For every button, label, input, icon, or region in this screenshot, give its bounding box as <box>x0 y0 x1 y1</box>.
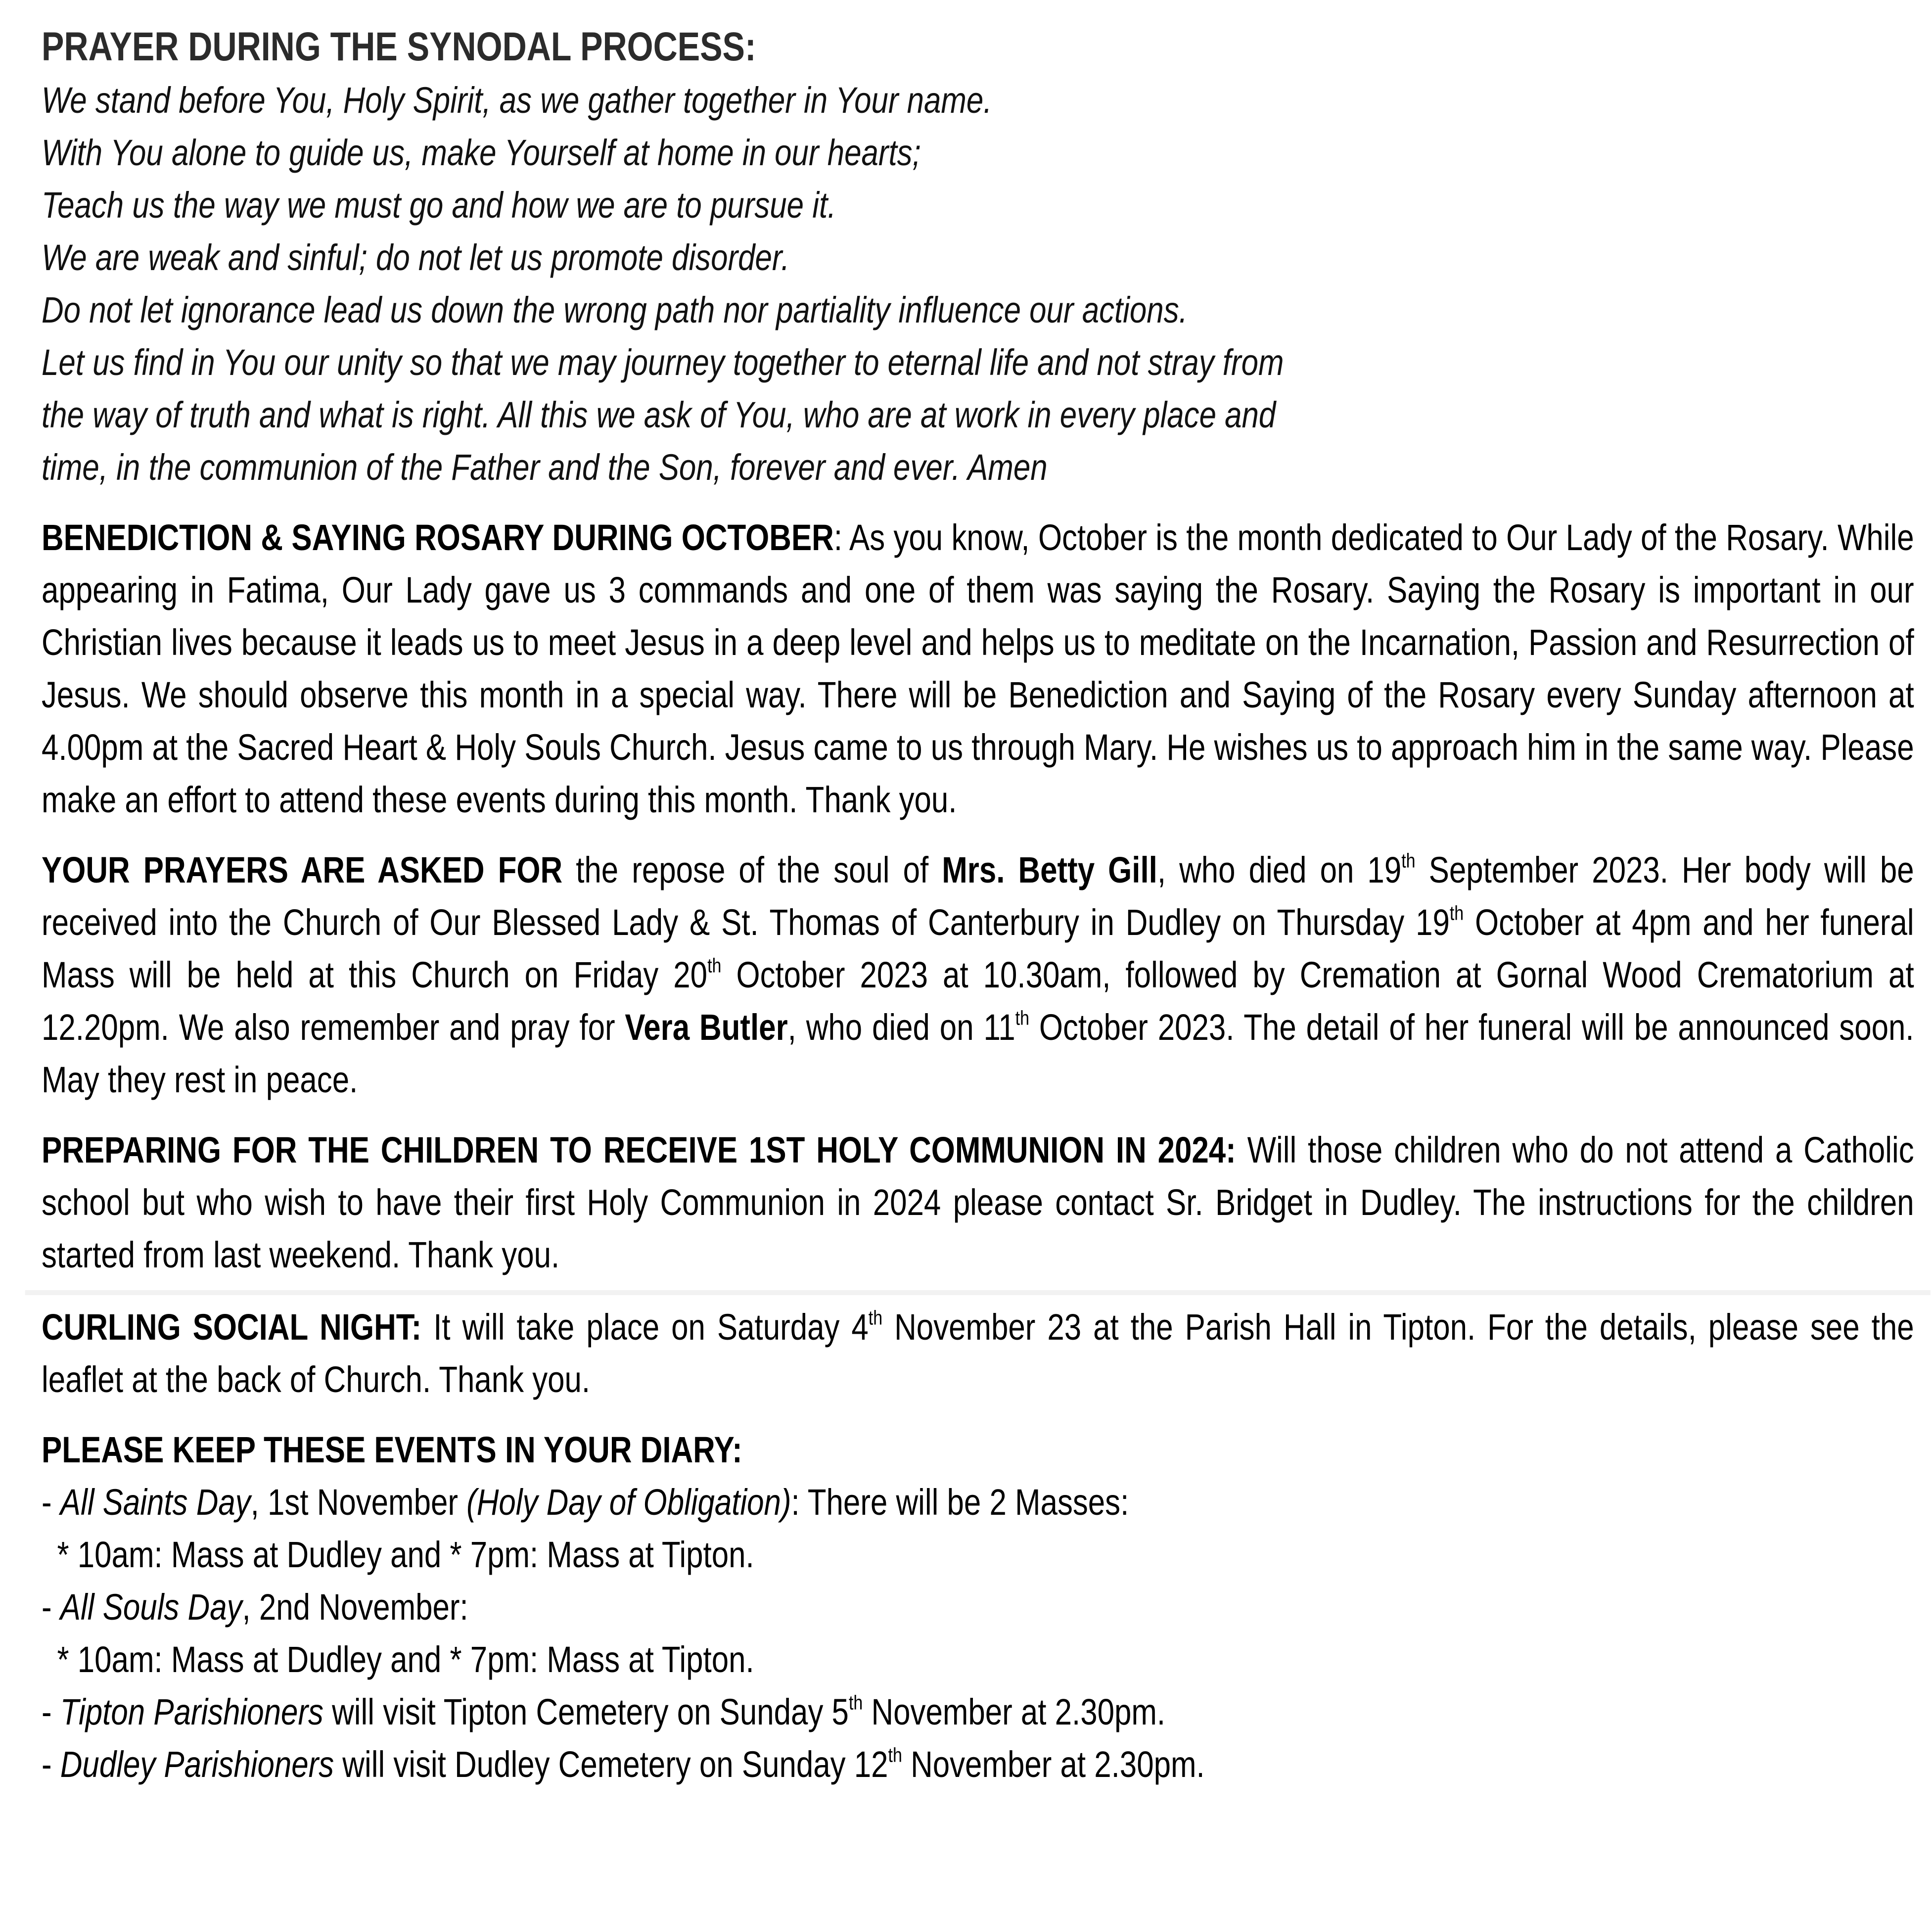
ordinal-suffix: th <box>707 954 722 977</box>
ordinal-suffix: th <box>1015 1006 1030 1029</box>
diary-item-all-saints <box>42 1476 1914 1529</box>
prayer-line: Let us find in You our unity so that we may journey together to eternal life and not stray from <box>42 342 1284 383</box>
curling-heading: CURLING SOCIAL NIGHT: <box>42 1306 422 1348</box>
ordinal-suffix: th <box>1449 901 1464 925</box>
communion-heading: PREPARING FOR THE CHILDREN TO RECEIVE 1ST HOLY COMMUNION IN 2024: <box>42 1129 1236 1170</box>
communion-body: Will those children who do not attend a Catholic school but who wish to have their first Holy Communion in 2024 please contact Sr. Bridget in Dudley. The instructions for the children started from last weekend. Thank you. <box>42 1129 1914 1275</box>
event-text: will visit Tipton Cemetery on Sunday 5 <box>323 1691 849 1732</box>
list-dash: - <box>42 1586 60 1628</box>
event-name: All Saints Day <box>60 1482 251 1523</box>
diary-item-times: * 10am: Mass at Dudley and * 7pm: Mass at Tipton. <box>57 1639 754 1680</box>
curling-text: November 23 at the Parish Hall in Tipton. For the details, please see the leaflet at the back of Church. Thank you. <box>42 1306 1914 1400</box>
prayers-text: October 2023 at 10.30am, followed by Cremation at Gornal Wood Crematorium at 12.20pm. We also remember and pray for <box>42 954 1914 1048</box>
event-text: will visit Dudley Cemetery on Sunday 12 <box>334 1744 888 1785</box>
prayers-text: October 2023. The detail of her funeral will be announced soon. May they rest in peace. <box>42 1007 1914 1100</box>
prayer-line: Teach us the way we must go and how we are to pursue it. <box>42 185 836 226</box>
event-text: November at 2.30pm. <box>902 1744 1205 1785</box>
diary-heading <box>42 1424 1914 1476</box>
deceased-name: Vera Butler <box>625 1007 788 1048</box>
event-name: Tipton Parishioners <box>60 1691 323 1732</box>
prayer-line: We are weak and sinful; do not let us promote disorder. <box>42 237 790 278</box>
prayers-text: September 2023. Her body will be received into the Church of Our Blessed Lady & St. Thomas of Canterbury in Dudley on Thursday 19 <box>42 849 1914 943</box>
event-text: : There will be 2 Masses: <box>791 1482 1129 1523</box>
diary-heading-text: PLEASE KEEP THESE EVENTS IN YOUR DIARY: <box>42 1429 742 1470</box>
section-divider <box>25 1290 1931 1295</box>
list-dash: - <box>42 1482 60 1523</box>
ordinal-suffix: th <box>1401 849 1416 872</box>
prayers-text: October at 4pm and her funeral Mass will be held at this Church on Friday 20 <box>42 902 1914 995</box>
event-name: Dudley Parishioners <box>60 1744 334 1785</box>
benediction-heading: BENEDICTION & SAYING ROSARY DURING OCTOBER <box>42 517 834 558</box>
event-date: , 1st November <box>250 1482 467 1523</box>
prayers-heading: YOUR PRAYERS ARE ASKED FOR <box>42 849 563 890</box>
prayer-line: With You alone to guide us, make Yourself at home in our hearts; <box>42 132 921 173</box>
newsletter-page <box>42 20 1914 1791</box>
deceased-name: Mrs. Betty Gill <box>942 849 1157 890</box>
event-text: , 2nd November: <box>242 1586 468 1628</box>
prayer-line: We stand before You, Holy Spirit, as we gather together in Your name. <box>42 80 992 121</box>
prayers-text: , who died on 19 <box>1157 849 1402 890</box>
event-note: (Holy Day of Obligation) <box>466 1482 791 1523</box>
prayer-title: PRAYER DURING THE SYNODAL PROCESS: <box>42 24 756 69</box>
event-text: November at 2.30pm. <box>863 1691 1166 1732</box>
diary-item-dudley <box>42 1738 1914 1791</box>
prayers-text: the repose of the soul of <box>562 849 942 890</box>
benediction-notice <box>42 512 1914 826</box>
curling-text: It will take place on Saturday 4 <box>421 1306 869 1348</box>
list-dash: - <box>42 1744 60 1785</box>
diary-item-all-souls <box>42 1581 1914 1633</box>
prayer-line: Do not let ignorance lead us down the wrong path nor partiality influence our actions. <box>42 289 1188 330</box>
ordinal-suffix: th <box>848 1691 863 1714</box>
prayer-line: the way of truth and what is right. All this we ask of You, who are at work in every place and <box>42 394 1276 435</box>
curling-notice <box>42 1301 1914 1406</box>
prayers-text: , who died on 11 <box>787 1007 1015 1048</box>
prayer-line: time, in the communion of the Father and the Son, forever and ever. Amen <box>42 447 1048 488</box>
ordinal-suffix: th <box>868 1306 883 1329</box>
diary-item-tipton <box>42 1686 1914 1738</box>
list-dash: - <box>42 1691 60 1732</box>
benediction-body: : As you know, October is the month dedicated to Our Lady of the Rosary. While appearing in Fatima, Our Lady gave us 3 commands and one of them was saying the Rosary. Saying the Rosary is important in our Christian lives because it leads us to meet Jesus in a deep level and helps us to meditate on the Incarnation, Passion and Resurrection of Jesus. We should observe this month in a special way. There will be Benediction and Saying of the Rosary every Sunday afternoon at 4.00pm at the Sacred Heart & Holy Souls Church. Jesus came to us through Mary. He wishes us to approach him in the same way. Please make an effort to attend these events during this month. Thank you. <box>42 517 1914 820</box>
prayers-notice <box>42 844 1914 1106</box>
event-name: All Souls Day <box>60 1586 242 1628</box>
ordinal-suffix: th <box>888 1743 902 1767</box>
communion-notice <box>42 1124 1914 1281</box>
diary-item-times: * 10am: Mass at Dudley and * 7pm: Mass at Tipton. <box>57 1534 754 1575</box>
